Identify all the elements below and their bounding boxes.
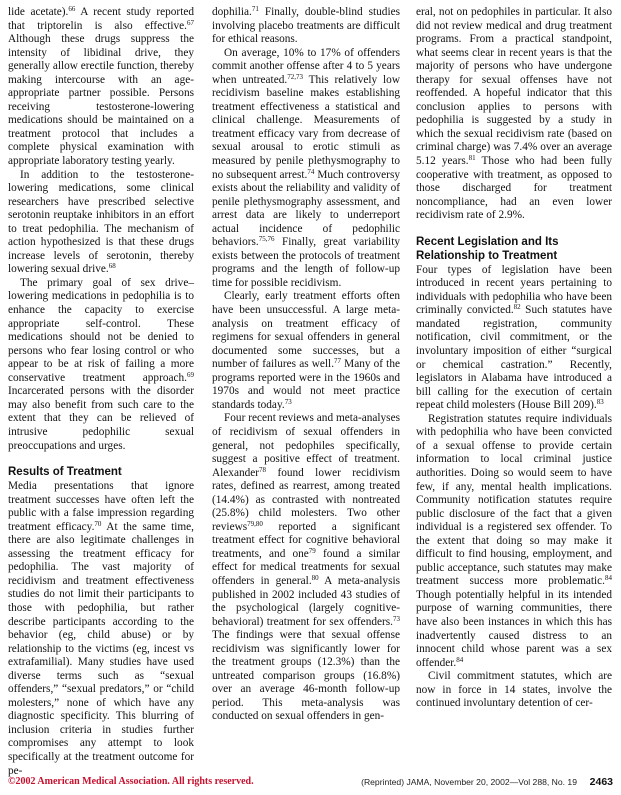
paragraph-text: found lower recidivism rates, defined as rearrest, among treated (14.4%) as contrasted with nontreated (25.8%) child molesters. Two other reviews [212, 466, 400, 533]
paragraph-text: Those who had been fully cooperative with treatment, as opposed to those discharged for treatment noncompliance, had an even lower recidivism rate of 2.9%. [416, 155, 612, 222]
body-paragraph [416, 264, 612, 413]
paragraph-text: Many of the programs reported were in the 1960s and 1970s and would not meet practice standards today. [212, 358, 400, 411]
text-column-3 [416, 6, 612, 711]
citation-reference: 79,80 [247, 519, 263, 528]
section-heading: Recent Legislation and Its Relationship to Treatment [416, 235, 559, 262]
paragraph-text: Finally, double-blind studies involving placebo treatments are difficult for ethical reasons. [212, 6, 400, 46]
body-paragraph [212, 290, 400, 412]
journal-citation: (Reprinted) JAMA, November 20, 2002—Vol 288, No. 19 [361, 777, 577, 787]
paragraph-text: Much controversy exists about the reliability and validity of penile plethysmography assessment, and arrest data are likely to underreport actual incidence of pedophilic behaviors. [212, 168, 400, 249]
paragraph-text: Finally, great variability exists between the protocols of treatment programs and the length of follow-up time for possible recidivism. [212, 236, 400, 289]
body-paragraph [212, 47, 400, 291]
citation-reference: 69 [187, 370, 194, 379]
body-paragraph [416, 670, 612, 711]
citation-reference: 73 [393, 614, 400, 623]
citation-reference: 77 [334, 357, 342, 366]
paragraph-text: Incarcerated persons with the disorder may also benefit from such care to the extent that they can be relieved of intrusive pedophilic sexual preoccupations and urges. [8, 385, 194, 452]
citation-reference: 68 [108, 262, 116, 271]
paragraph-text: The findings were that sexual offense recidivism was significantly lower for the treatment groups (12.3%) than the untreated comparison groups (16.8%) over an average 46-month follow-up period. This meta-analysis was conducted on sexual offenders in gen- [212, 629, 400, 723]
paragraph-text: In addition to the testosterone-lowering medications, some clinical researchers have prescribed selective serotonin reuptake inhibitors in an effort to treat pedophilia. The mechanism of action hypothesized is that these drugs increase levels of serotonin, thereby lowering sexual drive. [8, 168, 194, 276]
citation-reference: 73 [284, 397, 292, 406]
paragraph-text: Civil commitment statutes, which are now in force in 14 states, involve the continued involuntary detention of cer- [416, 670, 612, 710]
paragraph-text: A recent study reported that triptorelin is also effective. [8, 6, 194, 32]
body-paragraph [212, 412, 400, 724]
citation-reference: 79 [308, 546, 316, 555]
paragraph-text: Four recent reviews and meta-analyses of recidivism of sexual offenders in general, not pedophiles specifically, suggest a positive effect of treatment. Alexander [212, 412, 400, 479]
copyright-notice: ©2002 American Medical Association. All rights reserved. [8, 776, 254, 787]
citation-reference: 74 [307, 167, 315, 176]
text-column-1 [8, 6, 194, 778]
section-heading: Results of Treatment [8, 466, 122, 479]
citation-reference: 71 [251, 5, 259, 13]
paragraph-text: Registration statutes require individuals with pedophilia who have been convicted of a sexual offense to provide certain information to local criminal justice authorities. Doing so would seem to have few, if any, mental health implications. Community notification statutes require public disclosure of the fact that a given individual is a registered sex offender. To the extent that doing so may make it difficult to find housing, employment, and public acceptance, such statutes may make treatment success more problematic. [416, 412, 612, 588]
paragraph-text: Although these drugs suppress the intensity of libidinal drive, they generally allow erectile function, thereby making intercourse with an age-appropriate partner possible. Persons receiving testosterone-lowering medications should be maintained on a treatment protocol that includes a complete physical examination with appropriate laboratory testing yearly. [8, 33, 195, 168]
citation-reference: 83 [596, 398, 604, 407]
citation-reference: 67 [187, 18, 194, 27]
paragraph-text: Though potentially helpful in its intended purpose of warning communities, there have also been instances in which this has inadvertently caused distress to an innocent child whose parent was a sex offender. [416, 588, 612, 669]
paragraph-text: eral, not on pedophiles in particular. It also did not review medical and drug treatment programs. From a practical standpoint, what seems clear in recent years is that the majority of persons who have undergone therapy for sexual offenses have not reoffended. A hopeful indicator that this conclusion applies to persons with pedophilia is suggested by a study in which the sexual recidivism rate (based on criminal charge) was 7.4% over an average 5.12 years. [416, 6, 612, 168]
paragraph-text: At the same time, there are also legitimate challenges in assessing the treatment efficacy for pedophilia. The vast majority of recidivism and treatment effectiveness studies do not limit their participants to those with pedophilia, but rather describe participants according to the behavior (eg, child abuse) or by relationship to the victims (eg, incest vs extrafamilial). Many studies have used diverse terms such as “sexual offenders,” “sexual predators,” or “child molesters,” none of which have any diagnostic specificity. This blurring of inclusion criteria in studies further compromises any attempt to look specifically at the treatment outcome for pe- [8, 520, 195, 777]
paragraph-text: A meta-analysis published in 2002 included 43 studies of the psychological (largely cognitive-behavioral) treatment for sex offenders. [212, 574, 400, 628]
citation-reference: 78 [259, 465, 267, 474]
citation-reference: 66 [68, 5, 76, 13]
citation-reference: 70 [94, 519, 102, 528]
paragraph-text: Four types of legislation have been introduced in recent years pertaining to individuals with pedophilia who have been criminally convicted. [416, 263, 612, 317]
page-number: 2463 [589, 776, 613, 788]
body-paragraph [416, 6, 612, 223]
paragraph-text: On average, 10% to 17% of offenders commit another offense after 4 to 5 years when untreated. [212, 46, 400, 86]
page-footer [8, 775, 613, 789]
citation-reference: 72,73 [287, 72, 303, 81]
citation-reference: 84 [456, 655, 464, 664]
text-column-2 [212, 6, 400, 724]
body-paragraph [8, 277, 194, 453]
paragraph-text: lide acetate). [8, 6, 69, 18]
paragraph-text: found a similar effect for medical treatments for sexual offenders in general. [212, 547, 400, 587]
paragraph-text: Clearly, early treatment efforts often have been unsuccessful. A large meta-analysis on treatment efficacy of regimens for sexual offenders in general documented some successes, but a number of failures as well. [212, 290, 400, 371]
body-paragraph [416, 413, 612, 670]
citation-reference: 81 [468, 154, 476, 163]
citation-reference: 80 [311, 573, 319, 582]
body-paragraph [212, 6, 400, 47]
citation-reference: 84 [605, 574, 612, 583]
paragraph-text: This relatively low recidivism baseline makes establishing treatment effectiveness a statistical and clinical challenge. Measurements of treatment efficacy vary from decrease of sexual arousal to erotic stimuli as measured by penile plethysmography to no subsequent arrest. [212, 73, 400, 181]
paragraph-text: reported a significant treatment effect for cognitive behavioral treatments, and one [212, 520, 400, 560]
body-paragraph [8, 169, 194, 277]
paragraph-text: dophilia. [212, 6, 252, 18]
citation-reference: 82 [513, 303, 521, 312]
paragraph-text: Media presentations that ignore treatment successes have often left the public with a false impression regarding treatment efficacy. [8, 480, 194, 533]
body-paragraph [8, 480, 194, 778]
paragraph-text: Such statutes have mandated registration, community notification, civil commitment, or the involuntary imposition of either “surgical or chemical castration.” Recently, legislators in Alabama have introduced a bill calling for the execution of certain repeat child molesters (House Bill 209). [416, 304, 612, 412]
citation-reference: 75,76 [258, 235, 275, 244]
body-paragraph [8, 6, 194, 169]
paragraph-text: The primary goal of sex drive–lowering medications in pedophilia is to enhance the capacity to exercise appropriate self-control. These medications should not be denied to persons who fear losing control or who appear to be at risk of failing a more conservative treatment approach. [8, 276, 194, 384]
